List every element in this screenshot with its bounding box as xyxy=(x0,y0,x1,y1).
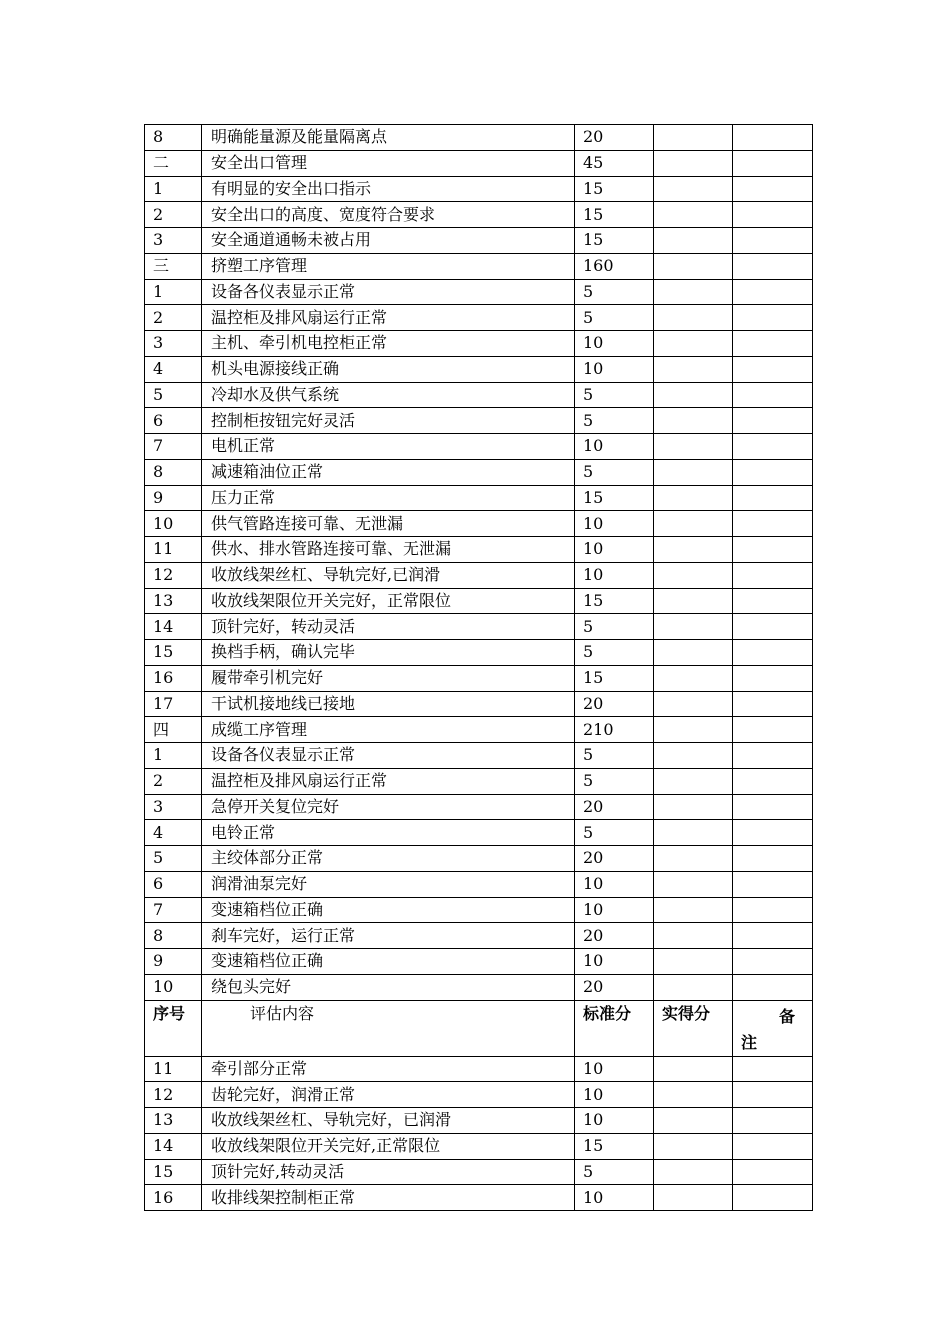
header-actual: 实得分 xyxy=(654,1000,733,1056)
row-note xyxy=(733,1133,813,1159)
row-content: 温控柜及排风扇运行正常 xyxy=(202,305,575,331)
row-note xyxy=(733,511,813,537)
table-row xyxy=(145,691,813,717)
row-note xyxy=(733,356,813,382)
row-number: 8 xyxy=(145,125,202,151)
table-row xyxy=(145,614,813,640)
assessment-table xyxy=(144,124,813,1211)
row-number: 5 xyxy=(145,846,202,872)
row-note xyxy=(733,1082,813,1108)
row-number: 3 xyxy=(145,794,202,820)
table-row xyxy=(145,1185,813,1211)
row-number: 7 xyxy=(145,434,202,460)
row-standard-score: 5 xyxy=(575,614,654,640)
row-standard-score: 10 xyxy=(575,356,654,382)
row-number: 13 xyxy=(145,1108,202,1134)
header-note-part-1: 备 xyxy=(779,1006,796,1026)
row-content: 减速箱油位正常 xyxy=(202,459,575,485)
header-standard: 标准分 xyxy=(575,1000,654,1056)
row-content: 明确能量源及能量隔离点 xyxy=(202,125,575,151)
row-standard-score: 160 xyxy=(575,253,654,279)
row-note xyxy=(733,537,813,563)
row-actual-score xyxy=(654,305,733,331)
row-content: 安全出口管理 xyxy=(202,150,575,176)
table-row xyxy=(145,253,813,279)
table-row xyxy=(145,871,813,897)
table-row xyxy=(145,665,813,691)
table-row xyxy=(145,923,813,949)
table-row xyxy=(145,1056,813,1082)
row-note xyxy=(733,897,813,923)
table-row xyxy=(145,459,813,485)
row-actual-score xyxy=(654,434,733,460)
table-body-bottom xyxy=(145,1056,813,1211)
row-actual-score xyxy=(654,974,733,1000)
row-standard-score: 5 xyxy=(575,743,654,769)
row-actual-score xyxy=(654,382,733,408)
row-number: 2 xyxy=(145,202,202,228)
table-row xyxy=(145,588,813,614)
row-actual-score xyxy=(654,871,733,897)
row-content: 成缆工序管理 xyxy=(202,717,575,743)
row-standard-score: 45 xyxy=(575,150,654,176)
row-note xyxy=(733,408,813,434)
row-standard-score: 20 xyxy=(575,794,654,820)
row-standard-score: 5 xyxy=(575,640,654,666)
row-number: 10 xyxy=(145,974,202,1000)
row-standard-score: 15 xyxy=(575,485,654,511)
row-actual-score xyxy=(654,279,733,305)
row-number: 14 xyxy=(145,614,202,640)
row-number: 4 xyxy=(145,356,202,382)
row-standard-score: 20 xyxy=(575,846,654,872)
row-standard-score: 10 xyxy=(575,1185,654,1211)
row-content: 有明显的安全出口指示 xyxy=(202,176,575,202)
row-note xyxy=(733,150,813,176)
table-row xyxy=(145,1159,813,1185)
table-row xyxy=(145,974,813,1000)
row-note xyxy=(733,820,813,846)
table-row xyxy=(145,897,813,923)
table-row xyxy=(145,794,813,820)
row-actual-score xyxy=(654,253,733,279)
row-number: 8 xyxy=(145,923,202,949)
row-number: 8 xyxy=(145,459,202,485)
row-actual-score xyxy=(654,1082,733,1108)
row-number: 7 xyxy=(145,897,202,923)
row-number: 9 xyxy=(145,949,202,975)
row-actual-score xyxy=(654,743,733,769)
row-note xyxy=(733,1185,813,1211)
table-row xyxy=(145,1133,813,1159)
row-note xyxy=(733,768,813,794)
row-content: 压力正常 xyxy=(202,485,575,511)
row-actual-score xyxy=(654,923,733,949)
row-note xyxy=(733,434,813,460)
table-header-repeat xyxy=(145,1000,813,1056)
row-number: 9 xyxy=(145,485,202,511)
row-content: 主绞体部分正常 xyxy=(202,846,575,872)
row-note xyxy=(733,125,813,151)
row-actual-score xyxy=(654,485,733,511)
header-no: 序号 xyxy=(145,1000,202,1056)
row-note xyxy=(733,228,813,254)
row-note xyxy=(733,640,813,666)
row-standard-score: 10 xyxy=(575,562,654,588)
row-number: 三 xyxy=(145,253,202,279)
row-standard-score: 5 xyxy=(575,305,654,331)
row-content: 温控柜及排风扇运行正常 xyxy=(202,768,575,794)
row-standard-score: 5 xyxy=(575,820,654,846)
row-standard-score: 10 xyxy=(575,511,654,537)
row-standard-score: 5 xyxy=(575,459,654,485)
row-standard-score: 5 xyxy=(575,279,654,305)
row-note xyxy=(733,1108,813,1134)
row-number: 6 xyxy=(145,871,202,897)
row-note xyxy=(733,949,813,975)
table-row xyxy=(145,305,813,331)
header-content: 评估内容 xyxy=(202,1000,575,1056)
row-number: 4 xyxy=(145,820,202,846)
row-standard-score: 10 xyxy=(575,331,654,357)
row-number: 3 xyxy=(145,331,202,357)
row-note xyxy=(733,665,813,691)
table-row xyxy=(145,717,813,743)
row-actual-score xyxy=(654,459,733,485)
row-actual-score xyxy=(654,1108,733,1134)
table-row xyxy=(145,562,813,588)
row-number: 13 xyxy=(145,588,202,614)
row-standard-score: 5 xyxy=(575,382,654,408)
row-actual-score xyxy=(654,665,733,691)
row-actual-score xyxy=(654,537,733,563)
row-content: 牵引部分正常 xyxy=(202,1056,575,1082)
row-content: 收放线架限位开关完好,正常限位 xyxy=(202,1133,575,1159)
table-row xyxy=(145,382,813,408)
row-number: 16 xyxy=(145,665,202,691)
row-content: 安全通道通畅未被占用 xyxy=(202,228,575,254)
row-content: 收放线架丝杠、导轨完好,已润滑 xyxy=(202,562,575,588)
row-note xyxy=(733,974,813,1000)
row-content: 电铃正常 xyxy=(202,820,575,846)
row-actual-score xyxy=(654,1133,733,1159)
row-standard-score: 10 xyxy=(575,897,654,923)
table-row xyxy=(145,434,813,460)
row-actual-score xyxy=(654,588,733,614)
row-content: 绕包头完好 xyxy=(202,974,575,1000)
row-content: 变速箱档位正确 xyxy=(202,897,575,923)
table-row xyxy=(145,279,813,305)
row-content: 控制柜按钮完好灵活 xyxy=(202,408,575,434)
row-standard-score: 10 xyxy=(575,537,654,563)
row-content: 润滑油泵完好 xyxy=(202,871,575,897)
row-standard-score: 20 xyxy=(575,974,654,1000)
header-note xyxy=(733,1000,813,1056)
row-standard-score: 20 xyxy=(575,923,654,949)
row-actual-score xyxy=(654,511,733,537)
row-standard-score: 15 xyxy=(575,1133,654,1159)
row-standard-score: 10 xyxy=(575,1108,654,1134)
row-note xyxy=(733,691,813,717)
table-row xyxy=(145,1082,813,1108)
row-content: 履带牵引机完好 xyxy=(202,665,575,691)
row-number: 16 xyxy=(145,1185,202,1211)
row-content: 收排线架控制柜正常 xyxy=(202,1185,575,1211)
row-note xyxy=(733,331,813,357)
row-actual-score xyxy=(654,1056,733,1082)
row-note xyxy=(733,743,813,769)
row-note xyxy=(733,588,813,614)
row-standard-score: 210 xyxy=(575,717,654,743)
row-note xyxy=(733,279,813,305)
row-note xyxy=(733,614,813,640)
table-row xyxy=(145,356,813,382)
row-content: 电机正常 xyxy=(202,434,575,460)
row-content: 变速箱档位正确 xyxy=(202,949,575,975)
row-actual-score xyxy=(654,717,733,743)
row-actual-score xyxy=(654,949,733,975)
row-note xyxy=(733,202,813,228)
row-actual-score xyxy=(654,176,733,202)
row-actual-score xyxy=(654,331,733,357)
row-note xyxy=(733,794,813,820)
row-standard-score: 10 xyxy=(575,1056,654,1082)
row-number: 2 xyxy=(145,768,202,794)
row-number: 14 xyxy=(145,1133,202,1159)
row-number: 2 xyxy=(145,305,202,331)
table-row xyxy=(145,485,813,511)
row-actual-score xyxy=(654,846,733,872)
row-content: 安全出口的高度、宽度符合要求 xyxy=(202,202,575,228)
row-number: 12 xyxy=(145,562,202,588)
row-standard-score: 10 xyxy=(575,871,654,897)
row-actual-score xyxy=(654,1159,733,1185)
row-number: 10 xyxy=(145,511,202,537)
table-row xyxy=(145,176,813,202)
table-body-top xyxy=(145,125,813,1001)
row-standard-score: 10 xyxy=(575,1082,654,1108)
row-note xyxy=(733,717,813,743)
row-content: 设备各仪表显示正常 xyxy=(202,279,575,305)
row-note xyxy=(733,459,813,485)
table-row xyxy=(145,537,813,563)
row-note xyxy=(733,253,813,279)
row-number: 15 xyxy=(145,640,202,666)
row-note xyxy=(733,176,813,202)
row-content: 机头电源接线正确 xyxy=(202,356,575,382)
row-standard-score: 5 xyxy=(575,1159,654,1185)
row-actual-score xyxy=(654,202,733,228)
row-content: 收放线架丝杠、导轨完好，已润滑 xyxy=(202,1108,575,1134)
row-actual-score xyxy=(654,691,733,717)
row-content: 挤塑工序管理 xyxy=(202,253,575,279)
row-actual-score xyxy=(654,794,733,820)
row-actual-score xyxy=(654,408,733,434)
table-row xyxy=(145,820,813,846)
row-standard-score: 15 xyxy=(575,665,654,691)
row-standard-score: 10 xyxy=(575,434,654,460)
row-note xyxy=(733,382,813,408)
row-content: 换档手柄，确认完毕 xyxy=(202,640,575,666)
row-content: 供水、排水管路连接可靠、无泄漏 xyxy=(202,537,575,563)
table-row xyxy=(145,408,813,434)
row-standard-score: 15 xyxy=(575,588,654,614)
row-content: 齿轮完好，润滑正常 xyxy=(202,1082,575,1108)
row-number: 5 xyxy=(145,382,202,408)
row-standard-score: 15 xyxy=(575,202,654,228)
table-row xyxy=(145,768,813,794)
row-actual-score xyxy=(654,562,733,588)
row-actual-score xyxy=(654,356,733,382)
row-number: 17 xyxy=(145,691,202,717)
table-row xyxy=(145,743,813,769)
row-standard-score: 5 xyxy=(575,408,654,434)
table-row xyxy=(145,125,813,151)
row-actual-score xyxy=(654,150,733,176)
row-standard-score: 20 xyxy=(575,125,654,151)
table-row xyxy=(145,640,813,666)
table-row xyxy=(145,331,813,357)
row-number: 11 xyxy=(145,1056,202,1082)
table-row xyxy=(145,949,813,975)
table-row xyxy=(145,511,813,537)
row-standard-score: 15 xyxy=(575,176,654,202)
row-number: 12 xyxy=(145,1082,202,1108)
row-note xyxy=(733,1056,813,1082)
row-content: 供气管路连接可靠、无泄漏 xyxy=(202,511,575,537)
row-note xyxy=(733,846,813,872)
row-number: 二 xyxy=(145,150,202,176)
row-actual-score xyxy=(654,820,733,846)
row-note xyxy=(733,923,813,949)
row-content: 刹车完好，运行正常 xyxy=(202,923,575,949)
header-row xyxy=(145,1000,813,1056)
row-note xyxy=(733,1159,813,1185)
table-row xyxy=(145,1108,813,1134)
row-content: 冷却水及供气系统 xyxy=(202,382,575,408)
row-content: 设备各仪表显示正常 xyxy=(202,743,575,769)
row-content: 主机、牵引机电控柜正常 xyxy=(202,331,575,357)
row-actual-score xyxy=(654,640,733,666)
row-note xyxy=(733,485,813,511)
row-actual-score xyxy=(654,125,733,151)
row-number: 6 xyxy=(145,408,202,434)
table-row xyxy=(145,846,813,872)
row-content: 收放线架限位开关完好，正常限位 xyxy=(202,588,575,614)
row-number: 1 xyxy=(145,279,202,305)
row-number: 15 xyxy=(145,1159,202,1185)
row-standard-score: 20 xyxy=(575,691,654,717)
row-standard-score: 15 xyxy=(575,228,654,254)
row-actual-score xyxy=(654,614,733,640)
row-note xyxy=(733,305,813,331)
row-actual-score xyxy=(654,897,733,923)
row-number: 3 xyxy=(145,228,202,254)
header-note-part-2: 注 xyxy=(741,1032,758,1052)
table-row xyxy=(145,202,813,228)
row-content: 急停开关复位完好 xyxy=(202,794,575,820)
row-number: 1 xyxy=(145,176,202,202)
row-number: 1 xyxy=(145,743,202,769)
row-actual-score xyxy=(654,768,733,794)
row-actual-score xyxy=(654,228,733,254)
row-number: 11 xyxy=(145,537,202,563)
table-row xyxy=(145,150,813,176)
row-standard-score: 5 xyxy=(575,768,654,794)
row-content: 干试机接地线已接地 xyxy=(202,691,575,717)
row-standard-score: 10 xyxy=(575,949,654,975)
table-row xyxy=(145,228,813,254)
row-number: 四 xyxy=(145,717,202,743)
row-content: 顶针完好，转动灵活 xyxy=(202,614,575,640)
row-note xyxy=(733,871,813,897)
row-content: 顶针完好,转动灵活 xyxy=(202,1159,575,1185)
row-actual-score xyxy=(654,1185,733,1211)
row-note xyxy=(733,562,813,588)
